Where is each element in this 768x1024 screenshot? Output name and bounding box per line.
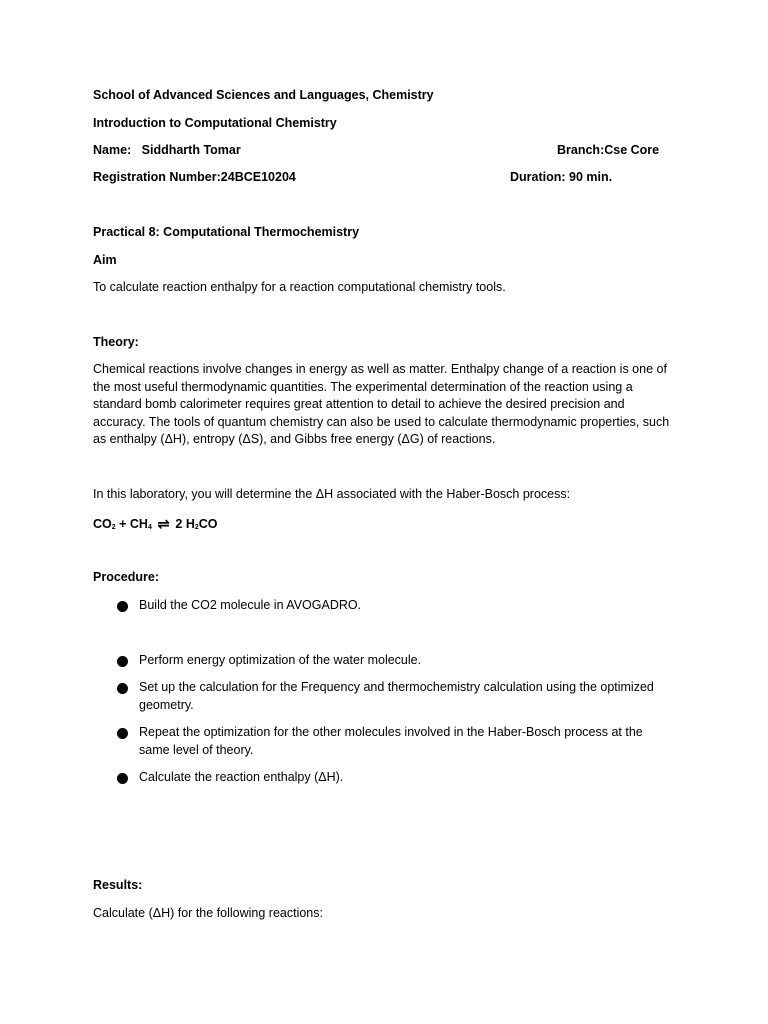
branch-value: Cse Core bbox=[604, 143, 660, 157]
plus-sign: + bbox=[115, 517, 130, 531]
registration-value: 24BCE10204 bbox=[220, 170, 296, 184]
school-heading: School of Advanced Sciences and Languages, Chemistry bbox=[93, 88, 434, 102]
bullet-icon bbox=[117, 728, 128, 739]
product-co: CO bbox=[198, 517, 218, 531]
branch-field bbox=[557, 143, 659, 157]
name-label: Name: bbox=[93, 143, 132, 157]
bullet-icon bbox=[117, 683, 128, 694]
name-value: Siddharth Tomar bbox=[141, 143, 241, 157]
equilibrium-arrow-icon: ⇌ bbox=[157, 516, 170, 533]
procedure-step-text: Perform energy optimization of the water molecule. bbox=[139, 653, 422, 667]
course-title: Introduction to Computational Chemistry bbox=[93, 116, 337, 130]
theory-heading: Theory: bbox=[93, 335, 139, 349]
reactant-co2-subscript: 2 bbox=[111, 524, 116, 531]
duration-label: Duration: bbox=[510, 170, 566, 184]
product-h2-subscript: 2 bbox=[194, 524, 199, 531]
results-text: Calculate (ΔH) for the following reactions: bbox=[93, 906, 323, 920]
reaction-equation bbox=[93, 514, 218, 532]
aim-heading: Aim bbox=[93, 253, 117, 267]
bullet-icon bbox=[117, 601, 128, 612]
procedure-step-text: Set up the calculation for the Frequency and thermochemistry calculation using the optimized geometry. bbox=[139, 680, 654, 712]
bullet-icon bbox=[117, 656, 128, 667]
aim-text: To calculate reaction enthalpy for a reaction computational chemistry tools. bbox=[93, 280, 506, 294]
registration-number bbox=[93, 170, 296, 184]
product-h2: 2 H bbox=[175, 517, 195, 531]
branch-label: Branch: bbox=[557, 143, 605, 157]
student-name bbox=[93, 143, 241, 157]
duration-value: 90 min. bbox=[569, 170, 613, 184]
practical-title: Practical 8: Computational Thermochemistry bbox=[93, 225, 360, 239]
reactant-co2: CO bbox=[93, 517, 112, 531]
procedure-heading: Procedure: bbox=[93, 570, 159, 584]
procedure-step-text: Calculate the reaction enthalpy (ΔH). bbox=[139, 770, 344, 784]
lab-intro-text: In this laboratory, you will determine the ΔH associated with the Haber-Bosch process: bbox=[93, 487, 571, 501]
theory-paragraph: Chemical reactions involve changes in energy as well as matter. Enthalpy change of a reaction is one of the most useful thermodynamic quantities. The experimental determination of the reaction using a standard bomb calorimeter requires great attention to detail to achieve the desired precision and accuracy. The tools of quantum chemistry can also be used to calculate thermodynamic properties, such as enthalpy (ΔH), entropy (ΔS), and Gibbs free energy (ΔG) of reactions. bbox=[93, 362, 670, 446]
bullet-icon bbox=[117, 773, 128, 784]
results-heading: Results: bbox=[93, 878, 143, 892]
duration-field bbox=[510, 170, 612, 184]
registration-label: Registration Number: bbox=[93, 170, 221, 184]
reactant-ch4-subscript: 4 bbox=[147, 524, 152, 531]
reactant-ch4: CH bbox=[129, 517, 148, 531]
procedure-step-text: Repeat the optimization for the other molecules involved in the Haber-Bosch process at the same level of theory. bbox=[139, 725, 643, 757]
procedure-step-text: Build the CO2 molecule in AVOGADRO. bbox=[139, 598, 362, 612]
